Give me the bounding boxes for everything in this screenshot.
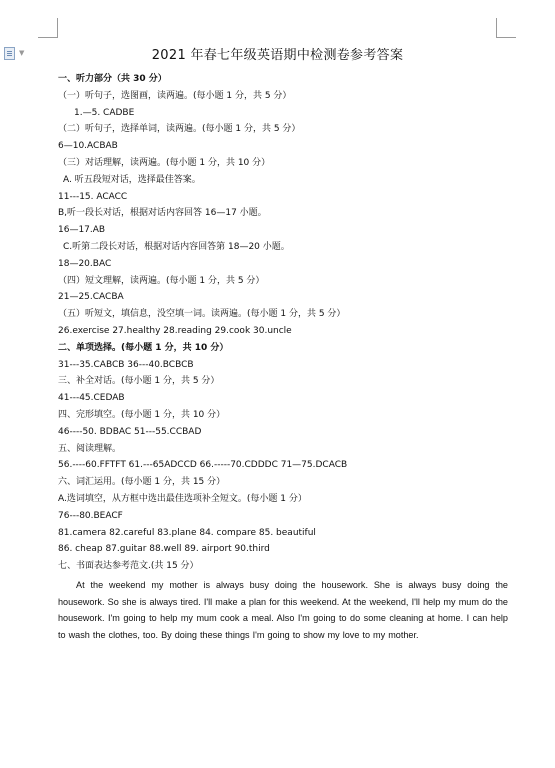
answer-line: 31---35.CABCB 36---40.BCBCB <box>58 359 194 370</box>
answer-line: 76---80.BEACF <box>58 510 123 521</box>
answer-line: （一）听句子，选图画，读两遍。(每小题 1 分，共 5 分） <box>58 90 292 101</box>
answer-line: 11---15. ACACC <box>58 191 128 202</box>
crop-mark-top-right-vertical <box>496 18 497 38</box>
answer-line: 1.—5. CADBE <box>74 107 135 118</box>
answer-line: 16—17.AB <box>58 225 106 236</box>
answer-line: 六、词汇运用。(每小题 1 分，共 15 分） <box>58 477 226 488</box>
chevron-down-icon[interactable]: ▼ <box>19 49 25 57</box>
answer-line: （二）听句子，选择单词，读两遍。(每小题 1 分，共 5 分） <box>58 124 301 135</box>
answer-line: 三、补全对话。(每小题 1 分，共 5 分） <box>58 376 220 387</box>
answer-line: A. 听五段短对话，选择最佳答案。 <box>63 174 201 185</box>
answer-line: 56.----60.FFTFT 61.---65ADCCD 66.-----70.CDDDC 71—75.DCACB <box>58 460 348 471</box>
answer-line: （四）短文理解，读两遍。(每小题 1 分，共 5 分） <box>58 275 265 286</box>
crop-mark-top-left-horizontal <box>38 37 58 38</box>
crop-mark-top-right-horizontal <box>496 37 516 38</box>
answer-line: 七、书面表达参考范文.(共 15 分） <box>58 561 199 572</box>
answer-line: 41---45.CEDAB <box>58 393 125 404</box>
crop-mark-top-left-vertical <box>57 18 58 38</box>
answer-line: 一、听力部分（共 30 分） <box>58 74 167 84</box>
answer-line: 二、单项选择。(每小题 1 分，共 10 分） <box>58 342 229 353</box>
page-title: 2021 年春七年级英语期中检测卷参考答案 <box>151 48 404 63</box>
answer-line: 81.camera 82.careful 83.plane 84. compare 85. beautiful <box>58 527 316 538</box>
answer-line: （三）对话理解，读两遍。(每小题 1 分，共 10 分） <box>58 157 271 168</box>
answer-line: 86. cheap 87.guitar 88.well 89. airport 90.third <box>58 544 270 555</box>
answer-line: 18—20.BAC <box>58 258 112 269</box>
answer-line: B,听一段长对话，根据对话内容回答 16—17 小题。 <box>58 208 267 219</box>
answer-line: 6—10.ACBAB <box>58 141 118 152</box>
answer-line: C.听第二段长对话，根据对话内容回答第 18—20 小题。 <box>63 241 290 252</box>
answer-content <box>58 71 508 644</box>
answer-lines <box>58 71 508 575</box>
answer-line: A.选词填空，从方框中选出最佳选项补全短文。(每小题 1 分） <box>58 493 307 504</box>
essay-paragraph: At the weekend my mother is always busy doing the housework. She is always busy doing the housework. So she is always tired. I'll make a plan for this weekend. At the weekend, I'll help my mum do the housework. I'm going to help my mum cook a meal. Also I'm going to do some cleaning at home. I can help to wash the clothes, too. By doing these things I'm going to show my love to my mother. <box>58 579 508 641</box>
answer-line: 26.exercise 27.healthy 28.reading 29.cook 30.uncle <box>58 325 292 336</box>
answer-line: 四、完形填空。(每小题 1 分，共 10 分） <box>58 409 226 420</box>
answer-line: 46----50. BDBAC 51---55.CCBAD <box>58 426 202 437</box>
answer-line: 五、阅读理解。 <box>58 443 122 454</box>
answer-line: （五）听短文，填信息，没空填一词。读两遍。(每小题 1 分，共 5 分） <box>58 309 346 320</box>
answer-line: 21—25.CACBA <box>58 292 124 303</box>
